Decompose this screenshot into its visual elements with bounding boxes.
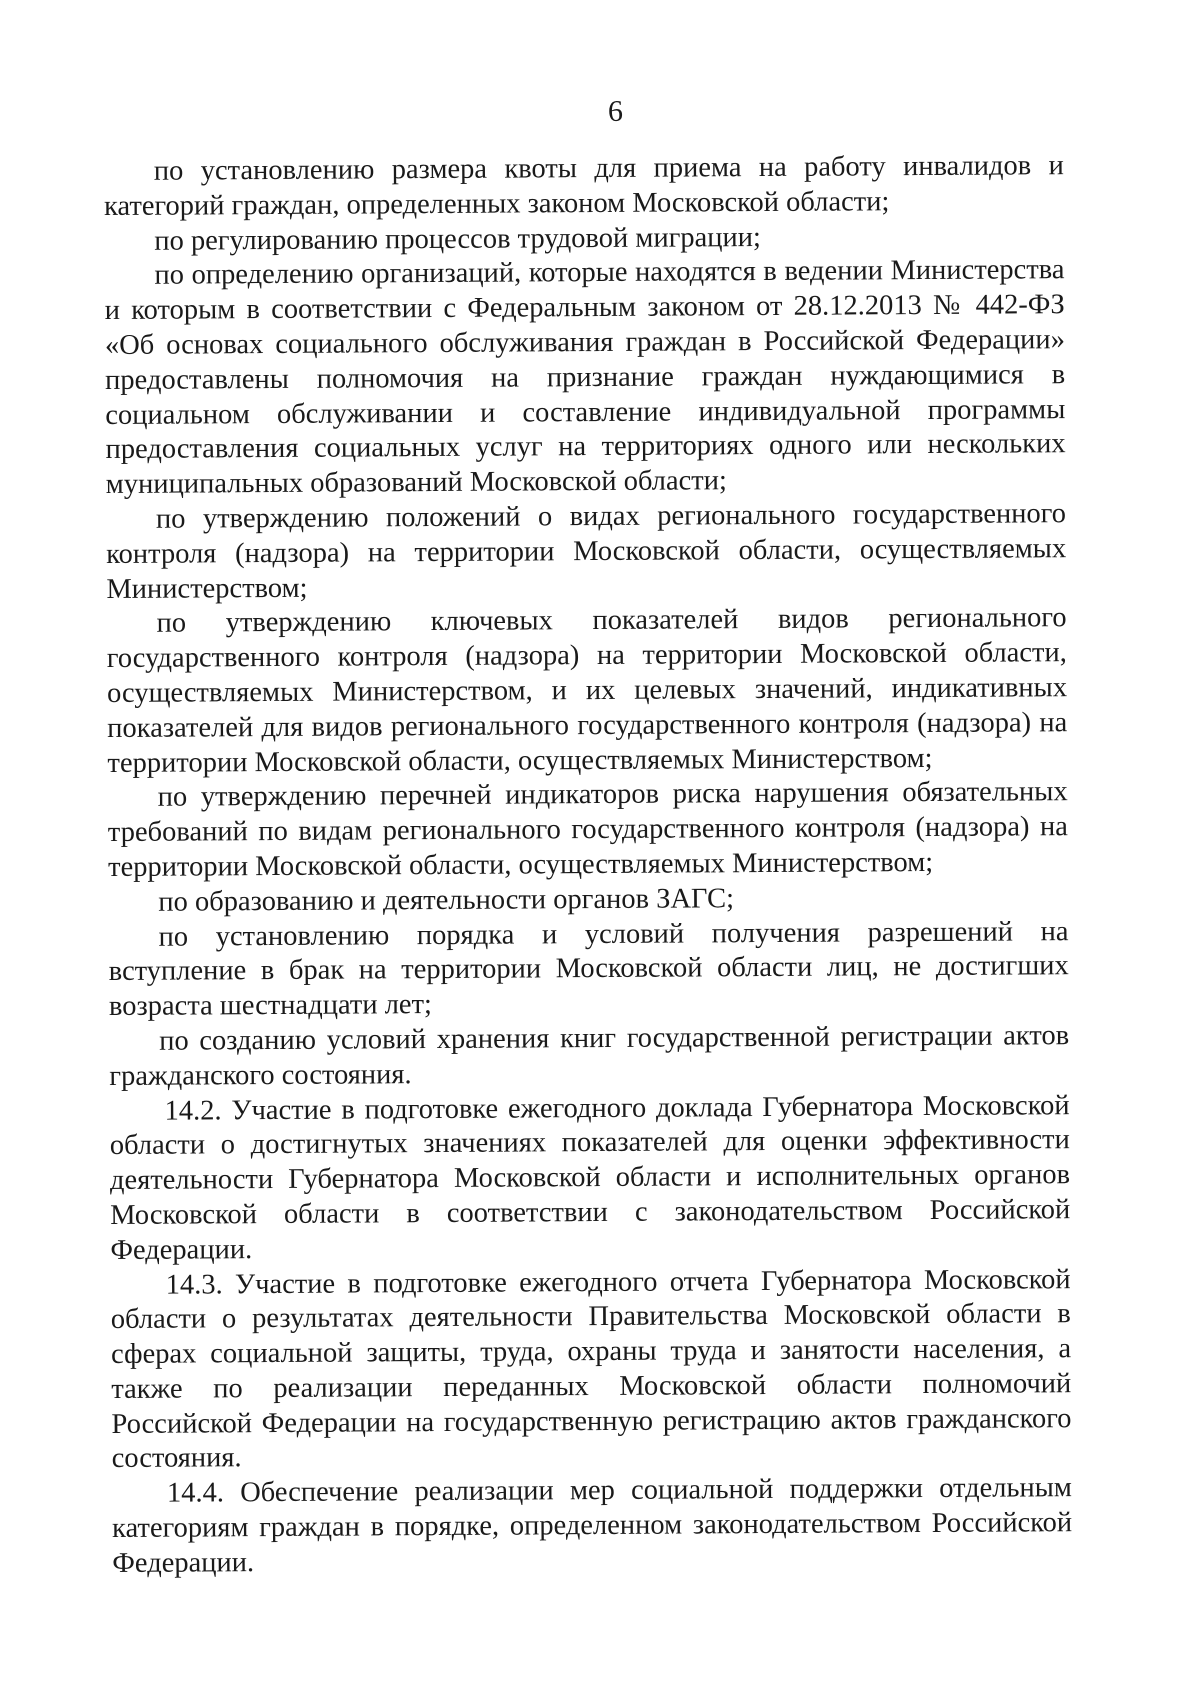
paragraph-control-regulations: по утверждению положений о видах регионального государственного контроля (надзора) на территории Московской области, осуществляемых Министерством;: [106, 498, 1067, 605]
paragraph-14-2: 14.2. Участие в подготовке ежегодного доклада Губернатора Московской области о достигнутых значениях показателей для оценки эффективности деятельности Губернатора Московской области и исполнительных органов Московской области в соответствии с законодательством Российской Федерации.: [109, 1089, 1071, 1266]
paragraph-14-4: 14.4. Обеспечение реализации мер социальной поддержки отдельным категориям граждан в порядке, определенном законодательством Российской Федерации.: [112, 1472, 1073, 1579]
paragraph-registry-books: по созданию условий хранения книг государственной регистрации актов гражданского состояния.: [109, 1020, 1070, 1092]
paragraph-risk-indicators: по утверждению перечней индикаторов риска нарушения обязательных требований по видам регионального государственного контроля (надзора) на территории Московской области, осуществляемых Министерством;: [107, 776, 1068, 883]
paragraph-zags: по образованию и деятельности органов ЗАГС;: [158, 882, 735, 918]
paragraph-social-service-organizations: по определению организаций, которые находятся в ведении Министерства и которым в соответствии с Федеральным законом от 28.12.2013 № 442-ФЗ «Об основах социального обслуживания граждан в Российской Федерации» предоставлены полномочия на признание граждан нуждающимися в социальном обслуживании и составление индивидуальной программы предоставления социальных услуг на территориях одного или нескольких муниципальных образований Московской области;: [104, 254, 1066, 501]
paragraph-migration: по регулированию процессов трудовой миграции;: [154, 221, 762, 257]
paragraph-marriage-permission: по установлению порядка и условий получения разрешений на вступление в брак на территории Московской области лиц, не достигших возраста шестнадцати лет;: [108, 915, 1069, 1023]
document-body: [104, 149, 1073, 1582]
paragraph-key-indicators: по утверждению ключевых показателей видов регионального государственного контроля (надзора) на территории Московской области, осуществляемых Министерством, и их целевых значений, индикативных показателей для видов регионального государственного контроля (надзора) на территории Московской области, осуществляемых Министерством;: [106, 602, 1068, 779]
paragraph-14-3: 14.3. Участие в подготовке ежегодного отчета Губернатора Московской области о результатах деятельности Правительства Московской области в сферах социальной защиты, труда, охраны труда и занятости населения, а также по реализации переданных Московской области полномочий Российской Федерации на государственную регистрацию актов гражданского состояния.: [110, 1263, 1072, 1475]
page-number: 6: [607, 94, 624, 128]
paragraph-quota: по установлению размера квоты для приема на работу инвалидов и категорий граждан, определенных законом Московской области;: [103, 150, 1064, 222]
